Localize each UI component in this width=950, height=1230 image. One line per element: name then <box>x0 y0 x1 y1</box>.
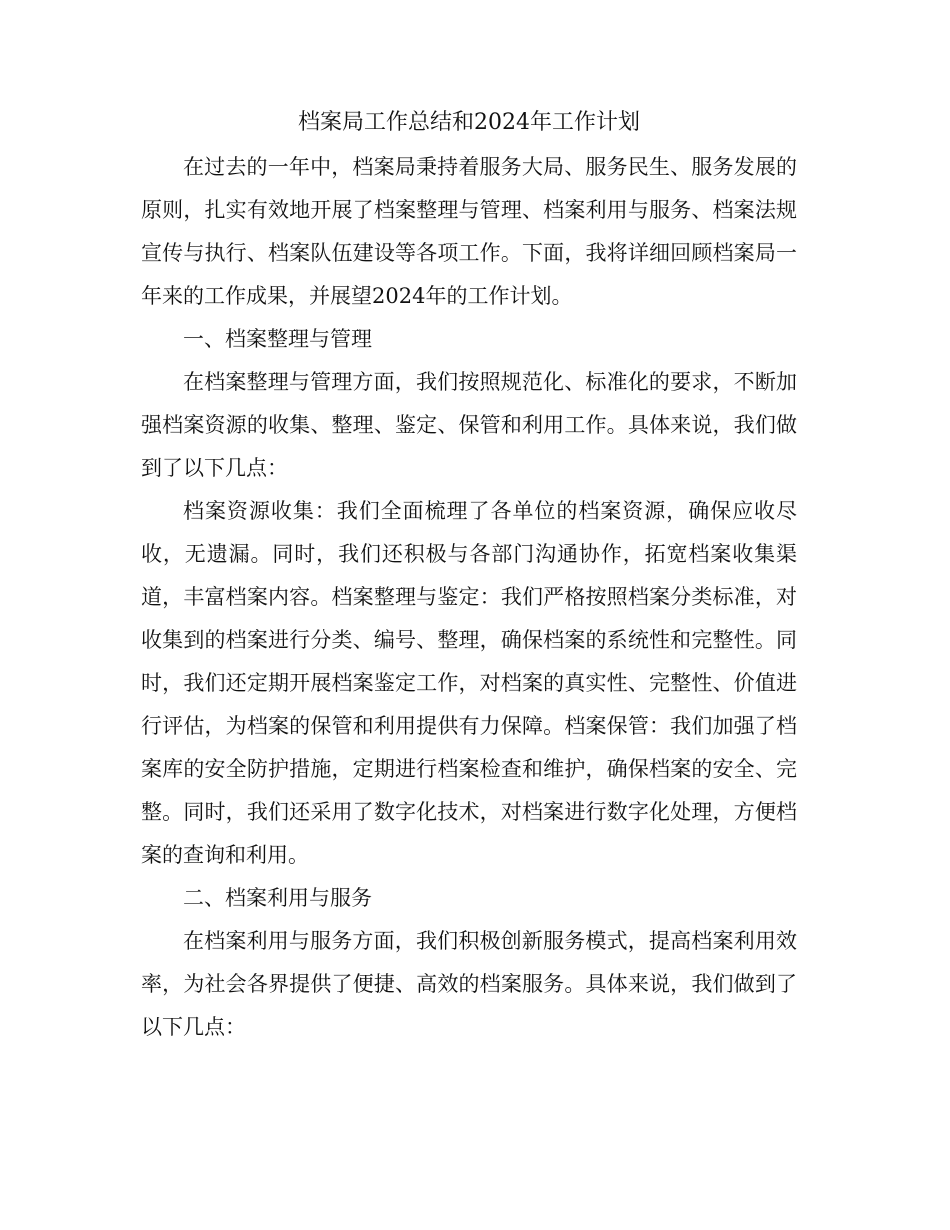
document-body <box>141 100 797 1049</box>
paragraph-intro: 在过去的一年中，档案局秉持着服务大局、服务民生、服务发展的原则，扎实有效地开展了档案整理与管理、档案利用与服务、档案法规宣传与执行、档案队伍建设等各项工作。下面，我将详细回顾档案局一年来的工作成果，并展望2024年的工作计划。 <box>141 155 797 308</box>
section-heading-1: 一、档案整理与管理 <box>183 327 372 351</box>
paragraph-section-1-intro: 在档案整理与管理方面，我们按照规范化、标准化的要求，不断加强档案资源的收集、整理、鉴定、保管和利用工作。具体来说，我们做到了以下几点： <box>141 370 797 480</box>
page-title: 档案局工作总结和2024年工作计划 <box>298 110 640 135</box>
section-heading-2: 二、档案利用与服务 <box>183 886 372 910</box>
paragraph-section-1-details: 档案资源收集：我们全面梳理了各单位的档案资源，确保应收尽收，无遗漏。同时，我们还积极与各部门沟通协作，拓宽档案收集渠道，丰富档案内容。档案整理与鉴定：我们严格按照档案分类标准，对收集到的档案进行分类、编号、整理，确保档案的系统性和完整性。同时，我们还定期开展档案鉴定工作，对档案的真实性、完整性、价值进行评估，为档案的保管和利用提供有力保障。档案保管：我们加强了档案库的安全防护措施，定期进行档案检查和维护，确保档案的安全、完整。同时，我们还采用了数字化技术，对档案进行数字化处理，方便档案的查询和利用。 <box>141 499 797 867</box>
paragraph-section-2-intro: 在档案利用与服务方面，我们积极创新服务模式，提高档案利用效率，为社会各界提供了便捷、高效的档案服务。具体来说，我们做到了以下几点： <box>141 929 797 1039</box>
